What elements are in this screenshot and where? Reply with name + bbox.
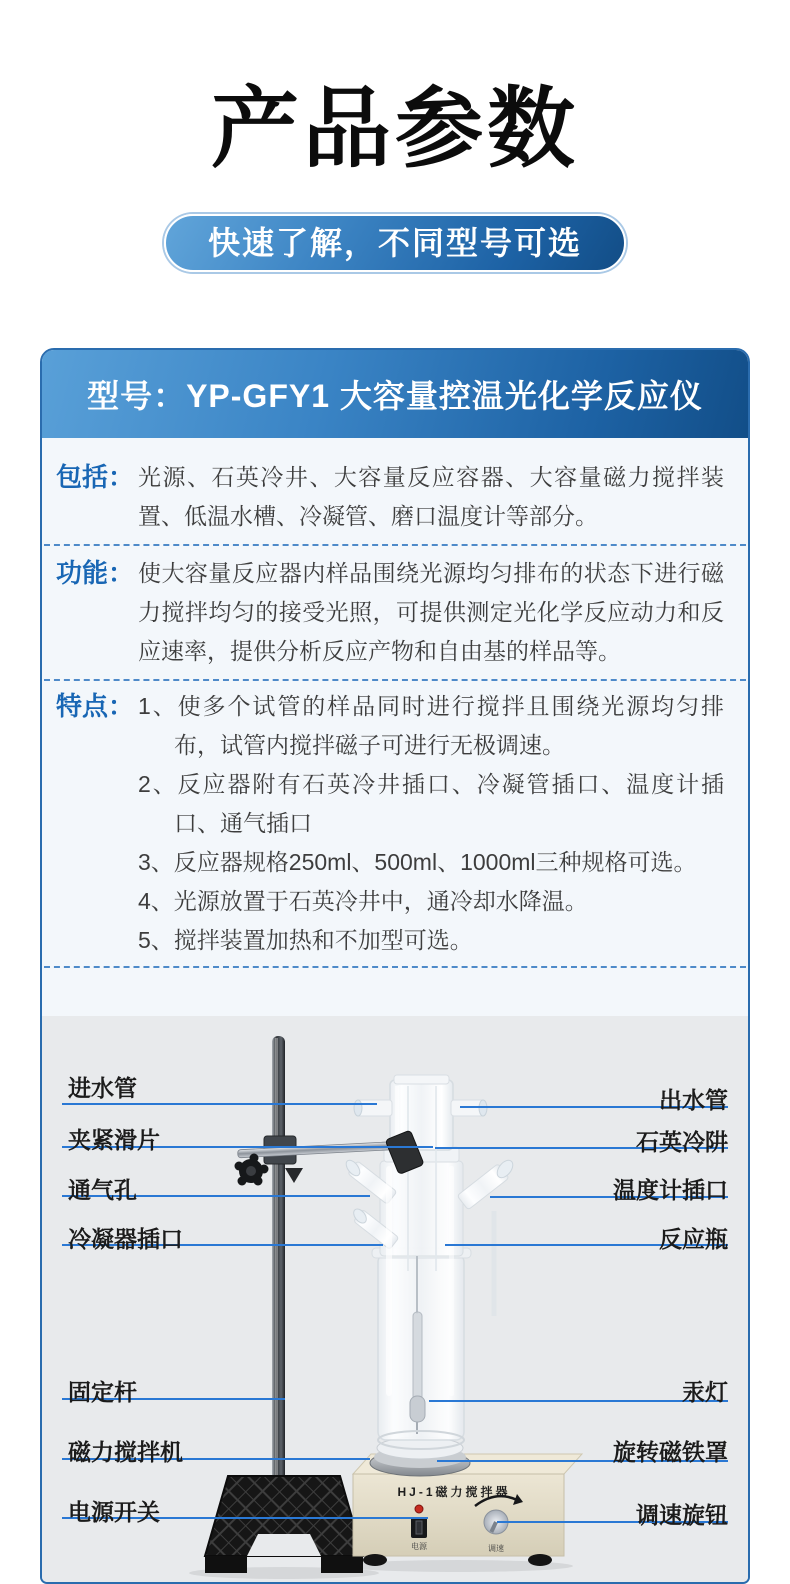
spec-row-features: [42, 681, 748, 966]
diagram-label-quartz-cold-trap: 石英冷阱: [636, 1128, 728, 1155]
subtitle-pill: 快速了解，不同型号可选: [164, 214, 626, 272]
dashed-divider: [44, 966, 746, 968]
diagram-label-fixing-rod: 固定杆: [68, 1378, 137, 1405]
power-switch-label: 电源: [411, 1541, 427, 1551]
clamp-star-knob: [235, 1153, 269, 1185]
diagram-label-mercury-lamp: 汞灯: [682, 1378, 728, 1405]
diagram-label-speed-knob: 调速旋钮: [636, 1501, 728, 1528]
diagram-label-thermometer-port: 温度计插口: [613, 1176, 728, 1203]
reaction-vessel: [344, 1075, 516, 1449]
speed-knob-label: 调速: [488, 1543, 504, 1553]
card-header-model-title: 型号：YP-GFY1 大容量控温光化学反应仪: [42, 350, 748, 438]
feature-item: 1、使多个试管的样品同时进行搅拌且围绕光源均匀排布，试管内搅拌磁子可进行无极调速。: [138, 692, 724, 758]
diagram-label-reaction-bottle: 反应瓶: [659, 1225, 728, 1252]
power-indicator-light: [415, 1505, 423, 1513]
diagram-label-vent-hole: 通气孔: [68, 1176, 137, 1203]
diagram-label-condenser-port: 冷凝器插口: [68, 1225, 183, 1252]
hero-section: [0, 0, 790, 272]
diagram-label-water-outlet: 出水管: [659, 1086, 728, 1113]
page-title: 产品参数: [210, 76, 579, 180]
diagram-label-power-switch: 电源开关: [68, 1498, 160, 1525]
feature-item: 2、反应器附有石英冷井插口、冷凝管插口、温度计插口、通气插口: [138, 770, 724, 836]
feature-item: 5、搅拌装置加热和不加型可选。: [138, 926, 473, 953]
feature-item: 4、光源放置于石英冷井中，通冷却水降温。: [138, 887, 588, 914]
features-label: 特点：: [56, 690, 135, 721]
pointer-line: [62, 1103, 377, 1105]
feature-item: 3、反应器规格250ml、500ml、1000ml三种规格可选。: [138, 848, 697, 875]
power-switch: [411, 1517, 427, 1538]
diagram-label-magnet-cover: 旋转磁铁罩: [613, 1438, 728, 1465]
include-label: 包括：: [56, 461, 135, 492]
diagram-photo-area: [42, 1016, 748, 1582]
stirrer-brand-text: HJ-1磁力搅拌器: [397, 1484, 511, 1499]
diagram-label-water-inlet: 进水管: [68, 1074, 137, 1101]
diagram-label-stirrer: 磁力搅拌机: [68, 1438, 183, 1465]
include-text: 光源、石英冷井、大容量反应容器、大容量磁力搅拌装置、低温水槽、冷凝管、磨口温度计等部分。: [138, 463, 724, 529]
spec-card: [40, 348, 750, 1584]
rotating-magnet-cover: [370, 1437, 470, 1476]
stand-base: [205, 1476, 363, 1573]
spec-row-function: [42, 546, 748, 679]
features-list: [138, 687, 724, 960]
clamp-wing-nut: [285, 1168, 303, 1183]
diagram-label-clamp-slider: 夹紧滑片: [68, 1126, 160, 1153]
spec-row-include: [42, 438, 748, 544]
function-label: 功能：: [56, 557, 135, 588]
function-text: 使大容量反应器内样品围绕光源均匀排布的状态下进行磁力搅拌均匀的接受光照，可提供测定光化学反应动力和反应速率，提供分析反应产物和自由基的样品等。: [138, 559, 724, 664]
